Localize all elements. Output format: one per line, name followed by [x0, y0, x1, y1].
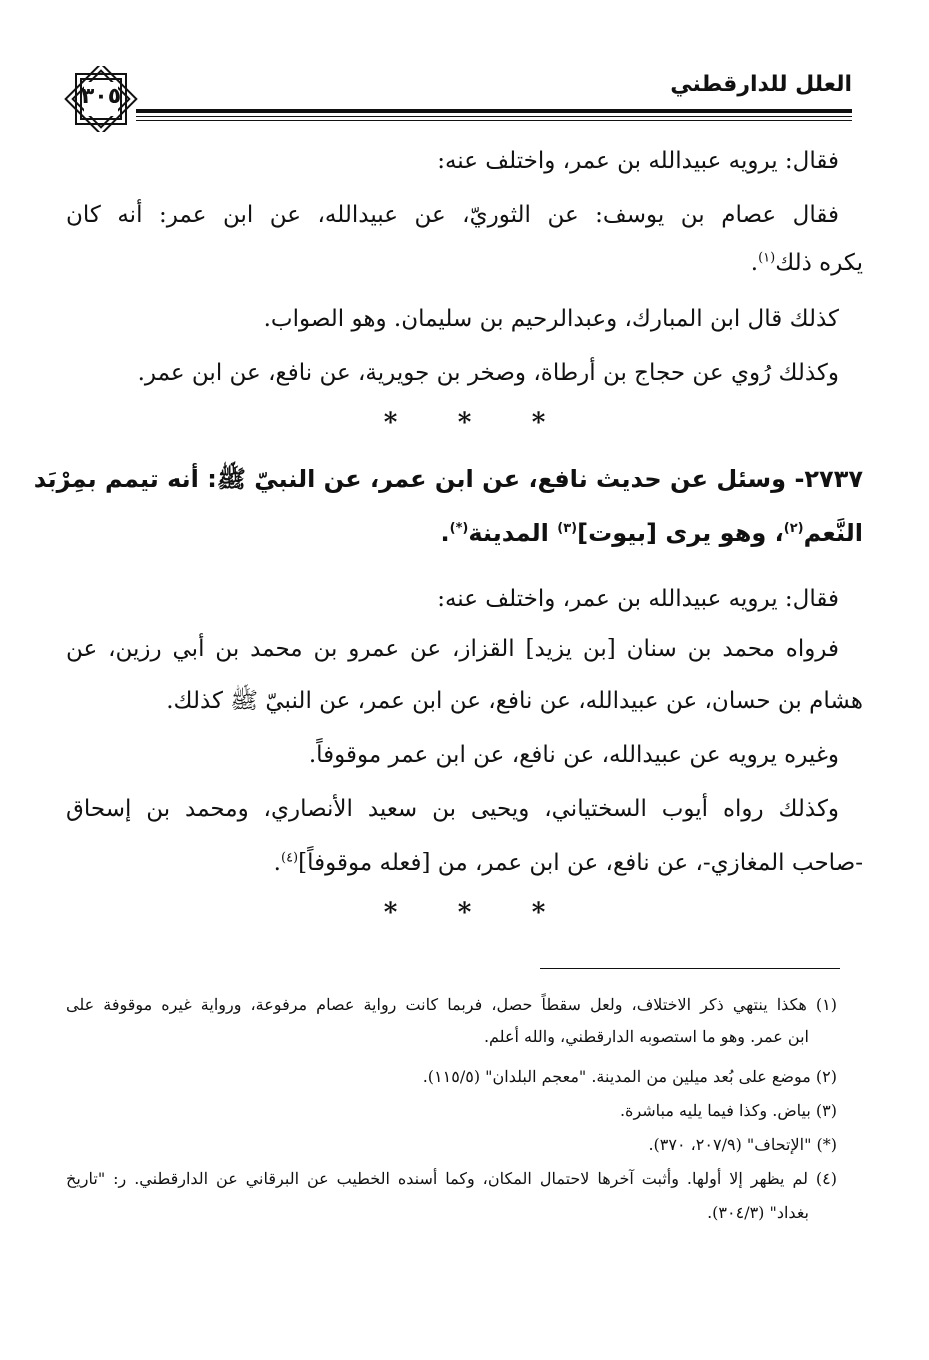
footnote-1-line-1: (١) هكذا ينتهي ذكر الاختلاف، ولعل سقطاً حصل، فربما كانت رواية عصام مرفوعة، ورواية غيره موقوفة على — [66, 995, 837, 1014]
footnote-ref-4[interactable]: (٤) — [280, 850, 299, 866]
paragraph-3: كذلك قال ابن المبارك، وعبدالرحيم بن سليمان. وهو الصواب. — [263, 306, 839, 332]
footnote-1-line-2: ابن عمر. وهو ما استصوبه الدارقطني، والله أعلم. — [483, 1027, 809, 1046]
paragraph-8-line-2 — [66, 846, 863, 880]
book-title: العلل للدارقطني — [670, 72, 852, 97]
paragraph-4: وكذلك رُوي عن حجاج بن أرطاة، وصخر بن جويرية، عن نافع، عن ابن عمر. — [137, 360, 839, 386]
entry-text-b: ، وهو يرى [بيوت] — [577, 519, 784, 547]
page-number-badge — [62, 66, 140, 132]
entry-number: ٢٧٣٧- — [794, 465, 863, 493]
paragraph-2-text: يكره ذلك — [775, 250, 863, 276]
footnote-ref-2[interactable]: (٢) — [783, 521, 804, 536]
divider-star: * — [383, 408, 398, 438]
paragraph-2-line-2 — [66, 246, 863, 280]
footnote-2: (٢) موضع على بُعد ميلين من المدينة. "معجم البلدان" (١١٥/٥). — [422, 1067, 837, 1086]
entry-text-end: . — [440, 519, 450, 547]
paragraph-7: وغيره يرويه عن عبيدالله، عن نافع، عن ابن عمر موقوفاً. — [308, 742, 839, 768]
paragraph-8-text: -صاحب المغازي-، عن نافع، عن ابن عمر، من [فعله موقوفاً] — [298, 850, 863, 876]
paragraph-2-line-1: فقال عصام بن يوسف: عن الثوريّ، عن عبيدالله، عن ابن عمر: أنه كان — [66, 202, 839, 228]
entry-text-a: النَّعم — [803, 519, 863, 547]
section-divider-1 — [0, 408, 929, 438]
divider-star: * — [531, 898, 546, 928]
paragraph-6-line-2: هشام بن حسان، عن عبيدالله، عن نافع، عن ابن عمر، عن النبيّ ﷺ كذلك. — [166, 688, 863, 714]
section-divider-2 — [0, 898, 929, 928]
page-header — [62, 62, 852, 138]
paragraph-8-end: . — [273, 850, 281, 876]
footnote-star: (*) "الإتحاف" (٢٠٧/٩، ٣٧٠). — [648, 1135, 837, 1154]
footnote-ref-3[interactable]: (٣) — [557, 521, 578, 536]
entry-text-c: المدينة — [468, 519, 558, 547]
footnote-4-line-2: بغداد" (٣٠٤/٣). — [707, 1203, 809, 1222]
entry-2737-line-2 — [66, 516, 863, 550]
paragraph-6-line-1: فرواه محمد بن سنان [بن يزيد] القزاز، عن عمرو بن محمد بن أبي رزين، عن — [66, 636, 839, 662]
divider-star: * — [457, 898, 472, 928]
entry-2737-line-1 — [33, 462, 863, 496]
page-number: ٣٠٥ — [80, 84, 122, 109]
header-rule-thick — [136, 109, 852, 113]
footnote-3: (٣) بياض. وكذا فيما يليه مباشرة. — [619, 1101, 837, 1120]
paragraph-2-end: . — [750, 250, 759, 276]
header-rule-thin-2 — [136, 120, 852, 121]
divider-star: * — [457, 408, 472, 438]
paragraph-5: فقال: يرويه عبيدالله بن عمر، واختلف عنه: — [437, 586, 839, 612]
footnote-ref-1[interactable]: (١) — [758, 250, 776, 266]
entry-question: وسئل عن حديث نافع، عن ابن عمر، عن النبيّ ﷺ: أنه تيمم بمِرْبَد — [33, 465, 787, 493]
divider-star: * — [383, 898, 398, 928]
footnote-ref-star[interactable]: (*) — [449, 521, 469, 536]
paragraph-1: فقال: يرويه عبيدالله بن عمر، واختلف عنه: — [437, 148, 839, 174]
paragraph-8-line-1: وكذلك رواه أيوب السختياني، ويحيى بن سعيد الأنصاري، ومحمد بن إسحاق — [66, 796, 839, 822]
footnote-4-line-1: (٤) لم يظهر إلا أولها. وأثبت آخرها لاحتمال المكان، وكما أسنده الخطيب عن البرقاني عن الدارقطني. ر: "تاريخ — [66, 1169, 837, 1188]
footnote-separator — [540, 968, 840, 969]
header-rule-thin — [136, 116, 852, 117]
divider-star: * — [531, 408, 546, 438]
